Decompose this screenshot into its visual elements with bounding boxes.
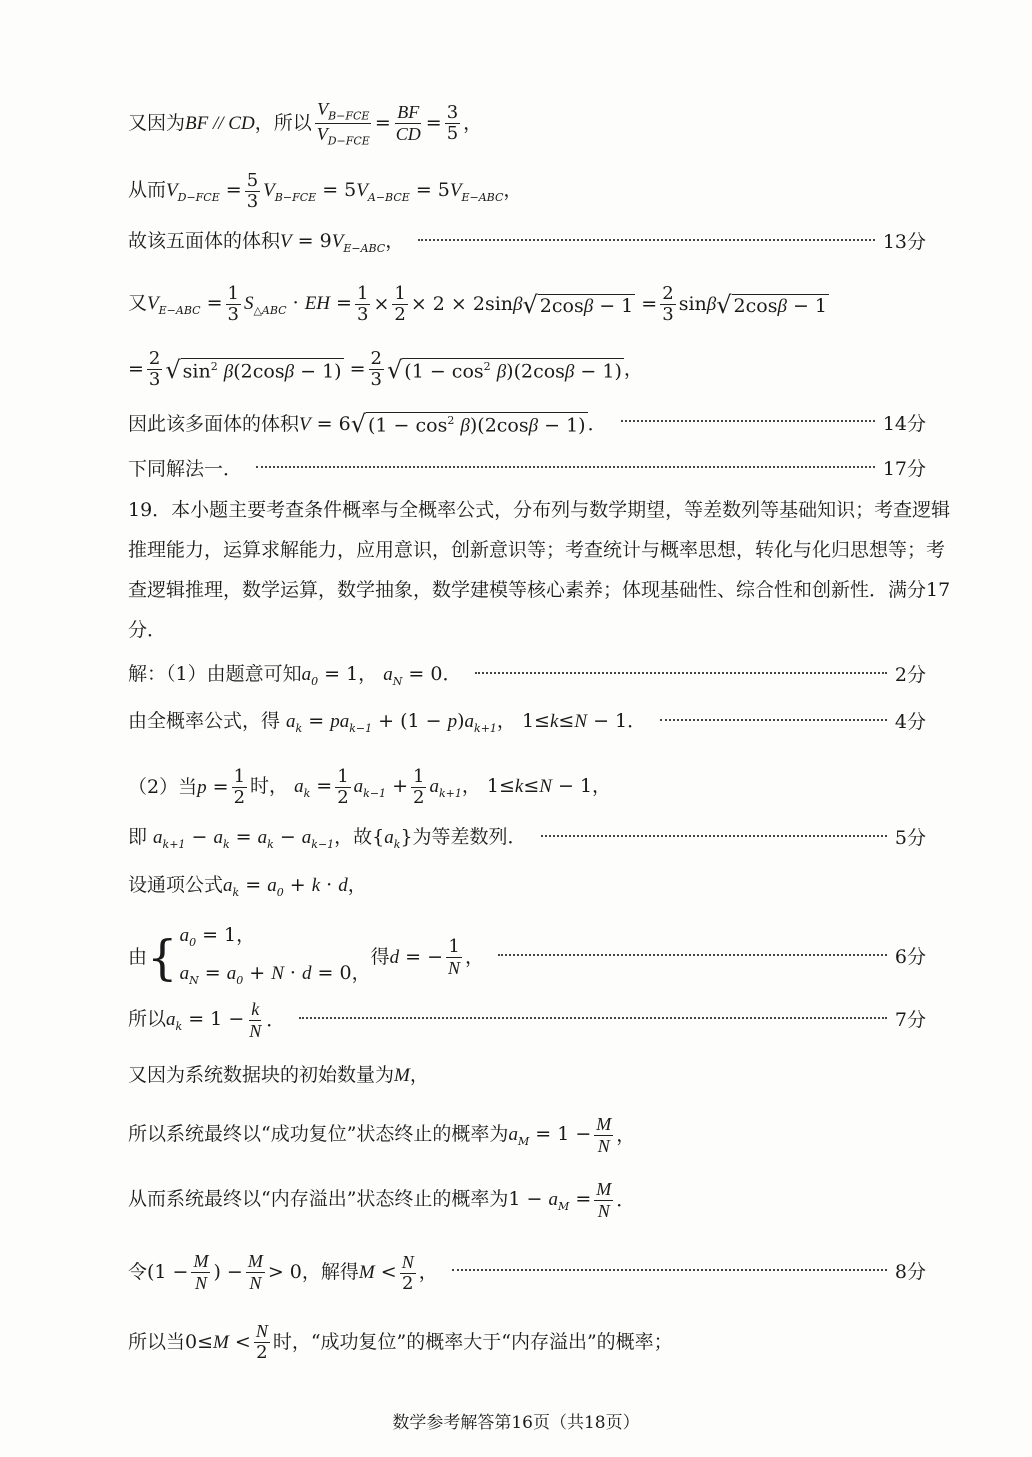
line-success-probability: 所以系统最终以“成功复位”状态终止的概率为$a_M = 1$ − $\frac{M}{N}$ ， (128, 1114, 636, 1156)
leader-dots (621, 420, 875, 422)
leader-dots (541, 835, 887, 837)
line-volume-relation: 从而$V_{D-FCE}$ = $\frac{5}{3}$ $V_{B-FCE} = 5V_{A-BCE} = 5V_{E-ABC}$， (128, 170, 523, 212)
leader-dots (418, 239, 875, 241)
line-veabc-simplified: = $\frac{2}{3}$ √ $\sin^2 \beta(2\cos\beta - 1)$ = $\frac{2}{3}$ √ $(1 - \cos^2 \beta)(2\cos\beta - 1)$ ， (128, 348, 643, 390)
page-footer: 数学参考解答第16页（共18页） (392, 1413, 640, 1433)
score-4: 4分 (894, 711, 926, 734)
line-veabc-expression: 又$V_{E-ABC}$ = $\frac{1}{3}$ $S_{\triangle ABC}$ · EH = $\frac{1}{3}$ × $\frac{1}{2}$ × 2 × 2sinβ √ 2cosβ − 1 = $\frac{2}{3}$ sinβ √ 2cosβ − 1 (128, 283, 828, 325)
line-total-probability: 由全概率公式，得 $a_k = pa_{k-1} + (1 - p)a_{k+1}$， 1≤k≤N − 1． 4分 (128, 710, 926, 735)
score-6: 6分 (894, 946, 926, 969)
leader-dots (475, 672, 886, 674)
line-part2-recurrence: （2）当p = $\frac{1}{2}$ 时， $a_k$ = $\frac{1}{2}$ $a_{k-1}$ + $\frac{1}{2}$ $a_{k+1}$， 1≤k≤N − 1， (128, 766, 612, 808)
score-8: 8分 (894, 1261, 926, 1283)
line-inequality: 令(1 − $\frac{M}{N}$ ) − $\frac{M}{N}$ > 0，解得M < $\frac{N}{2}$ ， 8分 (128, 1251, 926, 1294)
leader-dots (498, 954, 887, 956)
line-arithmetic-sequence: 即 $a_{k+1} - a_k = a_k - a_{k-1}$，故$\{a_k\}$为等差数列． 5分 (128, 826, 926, 851)
line-general-term: 设通项公式$a_k = a_0 + k \cdot d$， (128, 874, 367, 899)
line-same-as-method-one: 下同解法一． 17分 (128, 458, 926, 480)
score-17: 17分 (882, 458, 926, 480)
line-conclusion: 所以当0≤M < $\frac{N}{2}$ 时，“成功复位”的概率大于“内存溢出”的概率； (128, 1321, 673, 1363)
line-solution-part1: 解：（1）由题意可知$a_0 = 1$， $a_N = 0$． 2分 (128, 663, 926, 688)
q19-intro: 19．本小题主要考查条件概率与全概率公式，分布列与数学期望，等差数列等基础知识；考查逻辑推理能力，运算求解能力，应用意识，创新意识等；考查统计与概率思想，转化与化归思想等；考查逻辑推理，数学运算，数学抽象，数学建模等核心素养；体现基础性、综合性和创新性．满分17分． (128, 499, 951, 641)
score-7: 7分 (894, 1009, 926, 1031)
score-2: 2分 (894, 664, 926, 687)
line-initial-count: 又因为系统数据块的初始数量为M， (128, 1064, 429, 1086)
score-14: 14分 (882, 412, 926, 435)
line-system-solve-d: 由 { $a_0 = 1$， $a_N = a_0 + N \cdot d = 0$， 得d = − $\frac{1}{N}$ ， 6分 (128, 924, 926, 987)
line-volume-ratio: 又因为BF // CD，所以 $\frac{V_{B-FCE}}{V_{D-FCE}}$ = $\frac{BF}{CD}$ = $\frac{3}{5}$ ， (128, 99, 483, 148)
leader-dots (660, 719, 887, 721)
line-ak-formula: 所以$a_k = 1$ − $\frac{k}{N}$ ． 7分 (128, 999, 926, 1041)
score-5: 5分 (894, 827, 926, 850)
line-pentahedron-volume: 故该五面体的体积$V = 9V_{E-ABC}$， 13分 (128, 230, 926, 255)
leader-dots (299, 1017, 887, 1019)
line-polyhedron-volume: 因此该多面体的体积V = 6 √ $(1 - \cos^2 \beta)(2\cos\beta - 1)$ ． 14分 (128, 410, 926, 438)
line-overflow-probability: 从而系统最终以“内存溢出”状态终止的概率为$1 - a_M$ = $\frac{M}{N}$ ． (128, 1179, 636, 1221)
score-13: 13分 (882, 231, 926, 254)
leader-dots (452, 1269, 887, 1271)
leader-dots (256, 466, 875, 468)
